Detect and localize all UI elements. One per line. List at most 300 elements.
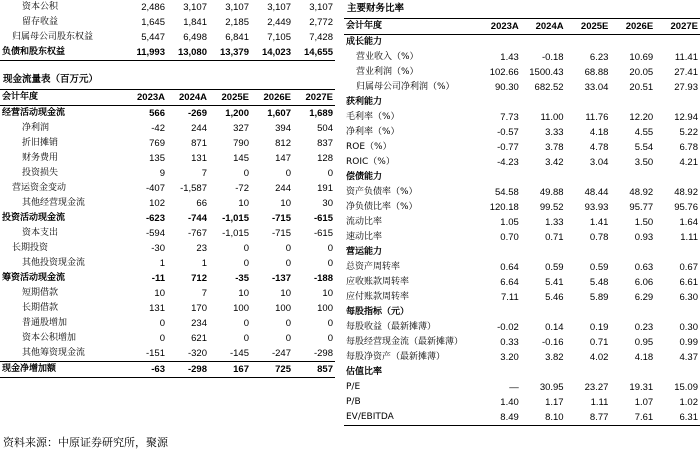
table-row bbox=[0, 286, 335, 301]
row-label: 留存收益 bbox=[22, 17, 59, 27]
row-label: 短期借款 bbox=[22, 288, 59, 298]
cell-value bbox=[521, 245, 566, 260]
cashflow-table bbox=[0, 89, 335, 378]
table-row bbox=[344, 245, 700, 260]
cell-value: 11.76 bbox=[585, 112, 609, 123]
table-row bbox=[344, 215, 700, 230]
cell-value: 1.43 bbox=[500, 52, 519, 63]
cell-value: -247 bbox=[271, 348, 291, 359]
cell-value: 147 bbox=[275, 153, 291, 164]
cell-value: 15.09 bbox=[674, 382, 698, 393]
table-row bbox=[0, 331, 335, 346]
table-row bbox=[344, 110, 700, 125]
cell-value: 8.10 bbox=[521, 410, 566, 426]
table-row bbox=[344, 350, 700, 365]
cell-value: 0 bbox=[327, 333, 333, 344]
cell-value: 0.70 bbox=[500, 232, 519, 243]
header-year: 2024A bbox=[167, 90, 209, 106]
source-note: 资料来源：中原证券研究所，聚源 bbox=[3, 436, 168, 449]
cell-value: 0 bbox=[243, 243, 249, 254]
cell-value: 6,498 bbox=[183, 32, 207, 43]
cell-value: -407 bbox=[145, 183, 165, 194]
cell-value: 3.78 bbox=[545, 142, 564, 153]
table-row bbox=[0, 271, 335, 286]
cell-value: 13,080 bbox=[167, 45, 209, 61]
table-row bbox=[344, 155, 700, 170]
table-row bbox=[0, 362, 335, 378]
cell-value: 10 bbox=[322, 288, 333, 299]
cell-value: 145 bbox=[233, 153, 249, 164]
table-row bbox=[344, 320, 700, 335]
row-label: 每股收益（最新摊薄） bbox=[346, 322, 437, 332]
row-label: 总资产周转率 bbox=[346, 262, 401, 272]
header-year: 2027E bbox=[655, 19, 700, 35]
cell-value: 6.64 bbox=[500, 277, 519, 288]
cell-value: 10.69 bbox=[629, 52, 654, 63]
cell-value: 1.33 bbox=[545, 217, 564, 228]
cell-value bbox=[566, 365, 611, 380]
table-row bbox=[0, 226, 335, 241]
cell-value: 327 bbox=[233, 123, 249, 134]
row-label: 应收账款周转率 bbox=[346, 277, 410, 287]
cell-value: 4.18 bbox=[634, 352, 654, 363]
cell-value: -0.57 bbox=[497, 127, 519, 138]
cell-value: 769 bbox=[149, 138, 165, 149]
cell-value bbox=[521, 95, 566, 110]
cell-value: 11.00 bbox=[540, 112, 564, 123]
row-label: 资本支出 bbox=[22, 228, 59, 238]
row-label: 资产负债率（%） bbox=[346, 187, 418, 197]
row-label: 营运能力 bbox=[346, 247, 383, 257]
cell-value: 682.52 bbox=[534, 82, 564, 93]
cell-value bbox=[566, 35, 611, 51]
cell-value: 66 bbox=[196, 198, 207, 209]
cell-value bbox=[476, 95, 521, 110]
cell-value: 621 bbox=[191, 333, 207, 344]
cell-value: 4.21 bbox=[679, 157, 698, 168]
cell-value: 3.33 bbox=[545, 127, 564, 138]
cell-value: 0 bbox=[327, 243, 333, 254]
row-label: 普通股增加 bbox=[22, 318, 68, 328]
right-panel bbox=[344, 0, 700, 426]
cell-value: 6.23 bbox=[589, 52, 609, 63]
cell-value: 3.50 bbox=[634, 157, 654, 168]
row-label: 每股指标（元） bbox=[346, 307, 410, 317]
row-label: 归属母公司净利润（%） bbox=[356, 82, 455, 92]
row-label: 投资活动现金流 bbox=[2, 213, 66, 223]
cell-value: 0.93 bbox=[634, 232, 654, 243]
cell-value bbox=[610, 245, 655, 260]
cell-value: 54.58 bbox=[495, 187, 519, 198]
cell-value: -715 bbox=[271, 213, 291, 224]
row-label: 营业利润（%） bbox=[356, 67, 419, 77]
cell-value: 48.44 bbox=[584, 187, 609, 198]
table-row bbox=[0, 181, 335, 196]
cell-value: -72 bbox=[235, 183, 249, 194]
cell-value: 100 bbox=[275, 303, 291, 314]
cell-value: -0.16 bbox=[541, 337, 564, 348]
cell-value: 6,841 bbox=[225, 32, 249, 43]
cell-value: 0 bbox=[327, 318, 333, 329]
table-row bbox=[344, 95, 700, 110]
table-row bbox=[344, 290, 700, 305]
cell-value: 191 bbox=[317, 183, 333, 194]
cell-value: 7.73 bbox=[500, 112, 519, 123]
cell-value: -298 bbox=[313, 348, 333, 359]
cell-value: 812 bbox=[275, 138, 291, 149]
cell-value: 7.11 bbox=[501, 292, 519, 303]
cell-value: -623 bbox=[145, 213, 165, 224]
cell-value: 10 bbox=[238, 198, 249, 209]
cell-value: 4.55 bbox=[634, 127, 654, 138]
cell-value: 99.52 bbox=[539, 202, 564, 213]
table-row bbox=[0, 15, 335, 30]
cell-value: 90.30 bbox=[495, 82, 519, 93]
row-label: P/B bbox=[346, 397, 361, 407]
row-label: 资本公积增加 bbox=[22, 333, 77, 343]
cell-value: 1.11 bbox=[590, 397, 609, 408]
cell-value bbox=[476, 170, 521, 185]
cell-value: -137 bbox=[271, 273, 291, 284]
cell-value: -63 bbox=[125, 362, 167, 378]
table-row bbox=[344, 410, 700, 426]
cell-value: 102.66 bbox=[489, 67, 519, 78]
cell-value: 790 bbox=[233, 138, 249, 149]
cell-value: -11 bbox=[151, 273, 165, 284]
cell-value: 0.30 bbox=[679, 322, 698, 333]
cell-value: 5.22 bbox=[679, 127, 698, 138]
table-row bbox=[344, 140, 700, 155]
cell-value bbox=[521, 170, 566, 185]
cell-value: 0.23 bbox=[634, 322, 654, 333]
table-row bbox=[344, 170, 700, 185]
cell-value: 0 bbox=[285, 243, 291, 254]
table-row bbox=[344, 335, 700, 350]
cell-value: 0 bbox=[285, 258, 291, 269]
cell-value: 27.93 bbox=[674, 82, 698, 93]
header-label: 会计年度 bbox=[344, 19, 476, 35]
table-row bbox=[0, 301, 335, 316]
cell-value: 394 bbox=[275, 123, 291, 134]
cell-value bbox=[476, 35, 521, 51]
row-label: 流动比率 bbox=[346, 217, 383, 227]
cell-value: 712 bbox=[191, 273, 207, 284]
cell-value: 6.30 bbox=[679, 292, 698, 303]
cell-value: 244 bbox=[191, 123, 207, 134]
cell-value: 5.41 bbox=[545, 277, 564, 288]
cell-value: -188 bbox=[313, 273, 333, 284]
table-row bbox=[344, 380, 700, 395]
cell-value: 10 bbox=[280, 198, 291, 209]
cell-value: -269 bbox=[187, 108, 207, 119]
cell-value: -30 bbox=[151, 243, 165, 254]
cell-value: 167 bbox=[209, 362, 251, 378]
cell-value: 6.29 bbox=[634, 292, 654, 303]
row-label: 经营活动现金流 bbox=[2, 108, 66, 118]
row-label: ROE（%） bbox=[346, 142, 392, 152]
cell-value: 4.18 bbox=[589, 127, 609, 138]
cell-value: 8.77 bbox=[566, 410, 611, 426]
cell-value: 566 bbox=[149, 108, 165, 119]
cell-value: -0.02 bbox=[497, 322, 519, 333]
cell-value: -1,587 bbox=[180, 183, 207, 194]
cell-value: 0 bbox=[159, 318, 165, 329]
cell-value: 4.78 bbox=[589, 142, 609, 153]
cell-value: 1 bbox=[201, 258, 207, 269]
cell-value: -0.77 bbox=[497, 142, 519, 153]
row-label: 净利率（%） bbox=[346, 127, 400, 137]
cell-value: 6.78 bbox=[679, 142, 698, 153]
table-row bbox=[0, 45, 335, 61]
cell-value: 49.88 bbox=[539, 187, 564, 198]
cell-value: 244 bbox=[275, 183, 291, 194]
cell-value: 0 bbox=[243, 168, 249, 179]
cell-value: 0.63 bbox=[634, 262, 654, 273]
cell-value: 3.04 bbox=[589, 157, 609, 168]
cell-value: 0 bbox=[285, 168, 291, 179]
cell-value: -4.23 bbox=[497, 157, 519, 168]
cell-value: 3,107 bbox=[183, 2, 207, 13]
row-label: 成长能力 bbox=[346, 37, 383, 47]
header-year: 2025E bbox=[566, 19, 611, 35]
cell-value bbox=[566, 245, 611, 260]
cell-value bbox=[476, 305, 521, 320]
ratios-title: 主要财务比率 bbox=[347, 3, 405, 14]
row-label: 筹资活动现金流 bbox=[2, 273, 66, 283]
cell-value bbox=[655, 305, 700, 320]
cell-value: 0.67 bbox=[679, 262, 698, 273]
cell-value: 7.61 bbox=[610, 410, 655, 426]
cell-value: 95.77 bbox=[629, 202, 654, 213]
cell-value: 23 bbox=[196, 243, 207, 254]
cell-value: 170 bbox=[191, 303, 207, 314]
cell-value: 3.82 bbox=[545, 352, 564, 363]
cell-value: 5,447 bbox=[141, 32, 165, 43]
cell-value: 100 bbox=[233, 303, 249, 314]
cell-value: 12.94 bbox=[674, 112, 698, 123]
cell-value: 1500.43 bbox=[529, 67, 564, 78]
cell-value bbox=[655, 95, 700, 110]
table-row bbox=[0, 256, 335, 271]
cell-value: 1.50 bbox=[634, 217, 654, 228]
cell-value: 1.11 bbox=[680, 232, 698, 243]
cell-value: 5.48 bbox=[589, 277, 609, 288]
cell-value: 0 bbox=[285, 333, 291, 344]
table-row bbox=[0, 106, 335, 122]
cell-value: 5.46 bbox=[545, 292, 564, 303]
cell-value: 0.71 bbox=[589, 337, 609, 348]
cell-value: 33.04 bbox=[584, 82, 609, 93]
table-row bbox=[0, 121, 335, 136]
row-label: 其他投资现金流 bbox=[22, 258, 86, 268]
cell-value: 27.41 bbox=[674, 67, 698, 78]
table-row bbox=[344, 35, 700, 51]
cell-value: -715 bbox=[271, 228, 291, 239]
cell-value: -42 bbox=[151, 123, 165, 134]
cell-value: 1,200 bbox=[225, 108, 249, 119]
header-year: 2023A bbox=[476, 19, 521, 35]
cell-value: 14,655 bbox=[293, 45, 335, 61]
cell-value: 11.41 bbox=[674, 52, 698, 63]
row-label: 净利润 bbox=[22, 123, 50, 133]
cell-value: 0 bbox=[327, 258, 333, 269]
cell-value: 7 bbox=[201, 288, 207, 299]
cell-value: -615 bbox=[313, 213, 333, 224]
cell-value: 857 bbox=[293, 362, 335, 378]
cell-value bbox=[655, 245, 700, 260]
left-panel bbox=[0, 0, 335, 378]
table-row bbox=[344, 65, 700, 80]
cell-value: -320 bbox=[187, 348, 207, 359]
cell-value: 0.78 bbox=[589, 232, 609, 243]
cell-value: 131 bbox=[191, 153, 207, 164]
table-row bbox=[344, 200, 700, 215]
cell-value bbox=[610, 95, 655, 110]
cell-value: 131 bbox=[149, 303, 165, 314]
table-row bbox=[0, 30, 335, 45]
cell-value: 3,107 bbox=[309, 2, 333, 13]
cell-value: 0 bbox=[243, 333, 249, 344]
cell-value: 4.37 bbox=[679, 352, 698, 363]
cell-value: 0 bbox=[159, 333, 165, 344]
header-year: 2027E bbox=[293, 90, 335, 106]
cell-value: 120.18 bbox=[489, 202, 519, 213]
row-label: 速动比率 bbox=[346, 232, 383, 242]
cashflow-title: 现金流量表（百万元） bbox=[3, 74, 99, 85]
cell-value: 102 bbox=[149, 198, 165, 209]
cell-value: 48.92 bbox=[674, 187, 698, 198]
cell-value bbox=[610, 35, 655, 51]
cell-value: 13,379 bbox=[209, 45, 251, 61]
table-row bbox=[0, 151, 335, 166]
cell-value bbox=[655, 35, 700, 51]
cashflow-header bbox=[0, 90, 335, 106]
cell-value: 0.64 bbox=[500, 262, 519, 273]
row-label: 资本公积 bbox=[22, 2, 59, 12]
header-year: 2025E bbox=[209, 90, 251, 106]
cell-value: 1,607 bbox=[267, 108, 291, 119]
cell-value: -298 bbox=[167, 362, 209, 378]
cell-value: 100 bbox=[317, 303, 333, 314]
cell-value: 1.02 bbox=[679, 397, 698, 408]
cell-value: 1.05 bbox=[500, 217, 519, 228]
cell-value: 7 bbox=[201, 168, 207, 179]
cell-value: 19.31 bbox=[629, 382, 654, 393]
table-row bbox=[0, 166, 335, 181]
cell-value: 0 bbox=[285, 318, 291, 329]
table-row bbox=[0, 211, 335, 226]
cell-value: 0.59 bbox=[589, 262, 609, 273]
row-label: 现金净增加额 bbox=[0, 362, 125, 378]
cell-value: 0.99 bbox=[679, 337, 698, 348]
cell-value: 6.61 bbox=[679, 277, 698, 288]
row-label: ROIC（%） bbox=[346, 157, 395, 167]
cell-value: 20.05 bbox=[629, 67, 654, 78]
cell-value: 0.59 bbox=[545, 262, 564, 273]
ratios-header bbox=[344, 19, 700, 35]
table-row bbox=[344, 185, 700, 200]
cell-value: 2,486 bbox=[141, 2, 165, 13]
cell-value: 10 bbox=[238, 288, 249, 299]
cell-value bbox=[655, 170, 700, 185]
row-label: 应付账款周转率 bbox=[346, 292, 410, 302]
cell-value: 2,772 bbox=[309, 17, 333, 28]
cell-value: -744 bbox=[187, 213, 207, 224]
row-label: 每股经营现金流（最新摊薄） bbox=[346, 337, 464, 347]
row-label: P/E bbox=[346, 382, 361, 392]
cell-value: 1 bbox=[159, 258, 165, 269]
cell-value: 3.20 bbox=[500, 352, 519, 363]
row-label: 长期投资 bbox=[12, 243, 49, 253]
cell-value: 1.41 bbox=[589, 217, 609, 228]
table-row bbox=[0, 136, 335, 151]
cell-value: 3,107 bbox=[225, 2, 249, 13]
cell-value: -594 bbox=[145, 228, 165, 239]
cell-value: 0.71 bbox=[545, 232, 564, 243]
cell-value: 0.95 bbox=[634, 337, 654, 348]
cell-value: 128 bbox=[317, 153, 333, 164]
row-label: 其他经营现金流 bbox=[22, 198, 86, 208]
row-label: 净负债比率（%） bbox=[346, 202, 418, 212]
cell-value: 1,841 bbox=[183, 17, 207, 28]
cell-value: 7,428 bbox=[309, 32, 333, 43]
cell-value: -1,015 bbox=[222, 228, 249, 239]
cell-value: 6.31 bbox=[655, 410, 700, 426]
cell-value: 837 bbox=[317, 138, 333, 149]
cell-value: 5.89 bbox=[589, 292, 609, 303]
header-year: 2026E bbox=[610, 19, 655, 35]
cell-value: 0.19 bbox=[589, 322, 609, 333]
row-label: 每股净资产（最新摊薄） bbox=[346, 352, 446, 362]
cell-value: — bbox=[509, 382, 519, 393]
cell-value: 0.33 bbox=[500, 337, 519, 348]
cell-value: 1.40 bbox=[500, 397, 519, 408]
cell-value: -35 bbox=[235, 273, 249, 284]
cell-value: 95.76 bbox=[674, 202, 698, 213]
row-label: 估值比率 bbox=[346, 367, 383, 377]
table-row bbox=[344, 395, 700, 410]
cell-value: 1.64 bbox=[679, 217, 698, 228]
table-row bbox=[0, 316, 335, 331]
row-label: 其他筹资现金流 bbox=[22, 348, 86, 358]
cell-value bbox=[566, 170, 611, 185]
balance-sheet-tail-table bbox=[0, 0, 335, 61]
cell-value: 3.42 bbox=[545, 157, 564, 168]
ratios-table bbox=[344, 18, 700, 426]
cell-value: 5.54 bbox=[634, 142, 654, 153]
cell-value bbox=[610, 365, 655, 380]
cell-value bbox=[610, 305, 655, 320]
cell-value: 30.95 bbox=[539, 382, 564, 393]
header-year: 2024A bbox=[521, 19, 566, 35]
row-label: 获利能力 bbox=[346, 97, 383, 107]
cell-value: 12.20 bbox=[629, 112, 654, 123]
cell-value: 14,023 bbox=[251, 45, 293, 61]
cell-value: -767 bbox=[187, 228, 207, 239]
row-label: 长期借款 bbox=[22, 303, 59, 313]
cell-value: 0 bbox=[243, 258, 249, 269]
cell-value: 1,645 bbox=[141, 17, 165, 28]
cell-value: 20.51 bbox=[629, 82, 654, 93]
cell-value: -615 bbox=[313, 228, 333, 239]
cell-value: 871 bbox=[191, 138, 207, 149]
cell-value bbox=[521, 365, 566, 380]
header-year: 2023A bbox=[125, 90, 167, 106]
table-row bbox=[344, 365, 700, 380]
cell-value: 135 bbox=[149, 153, 165, 164]
cell-value: 10 bbox=[280, 288, 291, 299]
cell-value: 30 bbox=[322, 198, 333, 209]
